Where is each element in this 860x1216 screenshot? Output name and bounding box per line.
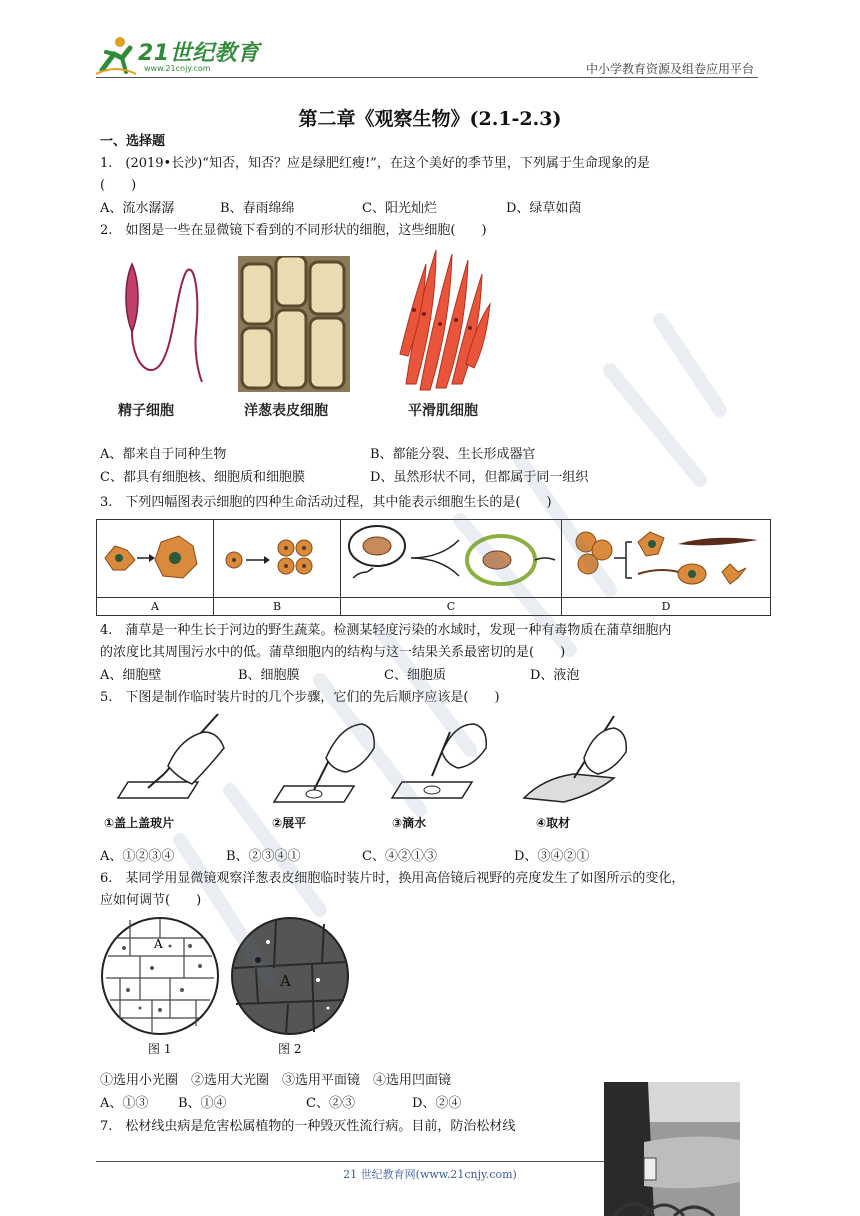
q6-option-c: C、②③ <box>306 1096 355 1111</box>
q5-option-b: B、②③④① <box>226 849 301 864</box>
q2-stem: 2. 如图是一些在显微镜下看到的不同形状的细胞，这些细胞( ) <box>100 223 487 238</box>
fig1-letter: A <box>154 937 163 951</box>
step-label-1: ①盖上盖玻片 <box>104 816 175 830</box>
q2-option-d: D、虽然形状不同，但都属于同一组织 <box>370 470 589 485</box>
q6-option-d: D、②④ <box>412 1096 462 1111</box>
q3-label-c: C <box>341 598 562 616</box>
q5-option-a: A、①②③④ <box>100 849 175 864</box>
q4-stem-line2: 的浓度比其周围污水中的低。蒲草细胞内的结构与这一结果关系最密切的是( ) <box>100 645 566 660</box>
q7-stem: 7. 松材线虫病是危害松属植物的一种毁灭性流行病。目前，防治松材线 <box>100 1119 516 1134</box>
step-water-drop-figure <box>388 718 498 808</box>
pine-tree-photo <box>604 1082 740 1216</box>
q3-label-d: D <box>562 598 771 616</box>
q2-option-c: C、都具有细胞核、细胞质和细胞膜 <box>100 470 305 485</box>
q1-option-b: B、春雨绵绵 <box>220 201 295 216</box>
step-label-3: ③滴水 <box>392 816 427 830</box>
q4-option-d: D、液泡 <box>530 668 580 683</box>
q1-option-d: D、绿草如茵 <box>506 201 582 216</box>
q3-figure-a <box>97 520 214 598</box>
q3-stem: 3. 下列四幅图表示细胞的四种生命活动过程，其中能表示细胞生长的是( ) <box>100 495 552 510</box>
q1-bracket: ( ) <box>100 178 137 193</box>
q3-figure-b <box>214 520 341 598</box>
q3-label-a: A <box>97 598 214 616</box>
fig2-letter: A <box>280 972 291 990</box>
q6-stem-line2: 应如何调节( ) <box>100 893 202 908</box>
microscope-view-fig1 <box>100 916 220 1036</box>
step-cover-slip-figure <box>108 708 228 808</box>
page-title: 第二章《观察生物》(2.1-2.3) <box>298 108 562 130</box>
logo-text: 21世纪教育 <box>138 41 260 66</box>
fig-label-muscle: 平滑肌细胞 <box>408 403 478 419</box>
onion-epidermis-figure <box>238 256 350 392</box>
q1-option-c: C、阳光灿烂 <box>362 201 437 216</box>
footer-text: 21 世纪教育网(www.21cnjy.com) <box>343 1168 517 1181</box>
step-flatten-figure <box>270 708 380 808</box>
section-heading: 一、选择题 <box>100 134 166 149</box>
q1-stem: 1. (2019•长沙)“知否，知否？应是绿肥红瘦!”，在这个美好的季节里，下列属于生命现象的是 <box>100 156 650 171</box>
q5-stem: 5. 下图是制作临时装片时的几个步骤，它们的先后顺序应该是( ) <box>100 690 500 705</box>
q5-option-d: D、③④②① <box>514 849 590 864</box>
platform-name: 中小学教育资源及组卷应用平台 <box>585 62 754 76</box>
fig-label-onion: 洋葱表皮细胞 <box>244 403 328 419</box>
q6-option-b: B、①④ <box>178 1096 227 1111</box>
q6-option-a: A、①③ <box>100 1096 149 1111</box>
q6-choices: ①选用小光圈 ②选用大光圈 ③选用平面镜 ④选用凹面镜 <box>100 1073 452 1088</box>
step-label-4: ④取材 <box>536 816 571 830</box>
fig-label-sperm: 精子细胞 <box>118 403 174 419</box>
q2-option-a: A、都来自于同种生物 <box>100 447 227 462</box>
q3-figure-d <box>562 520 771 598</box>
microscope-view-fig2 <box>228 916 352 1036</box>
q4-option-a: A、细胞壁 <box>100 668 162 683</box>
header-divider <box>96 77 758 78</box>
runner-logo-icon <box>92 34 138 78</box>
fig1-label: 图 1 <box>148 1042 172 1056</box>
logo-url: www.21cnjy.com <box>144 64 211 73</box>
q1-option-a: A、流水潺潺 <box>100 201 175 216</box>
smooth-muscle-figure <box>396 244 496 394</box>
q4-option-c: C、细胞质 <box>384 668 446 683</box>
q6-stem-line1: 6. 某同学用显微镜观察洋葱表皮细胞临时装片时，换用高倍镜后视野的亮度发生了如图所示的变化， <box>100 871 685 886</box>
step-take-sample-figure <box>514 708 634 808</box>
fig2-label: 图 2 <box>278 1042 302 1056</box>
q2-option-b: B、都能分裂、生长形成器官 <box>370 447 536 462</box>
q3-figure-c <box>341 520 562 598</box>
q4-stem-line1: 4. 蒲草是一种生长于河边的野生蔬菜。检测某轻度污染的水域时，发现一种有毒物质在蒲草细胞内 <box>100 623 672 638</box>
q4-option-b: B、细胞膜 <box>238 668 300 683</box>
q3-figure-table <box>96 519 771 616</box>
q3-label-b: B <box>214 598 341 616</box>
q5-option-c: C、④②①③ <box>362 849 437 864</box>
sperm-cell-figure <box>110 252 220 392</box>
step-label-2: ②展平 <box>272 816 307 830</box>
footer-divider <box>96 1161 604 1162</box>
site-logo <box>92 34 262 78</box>
